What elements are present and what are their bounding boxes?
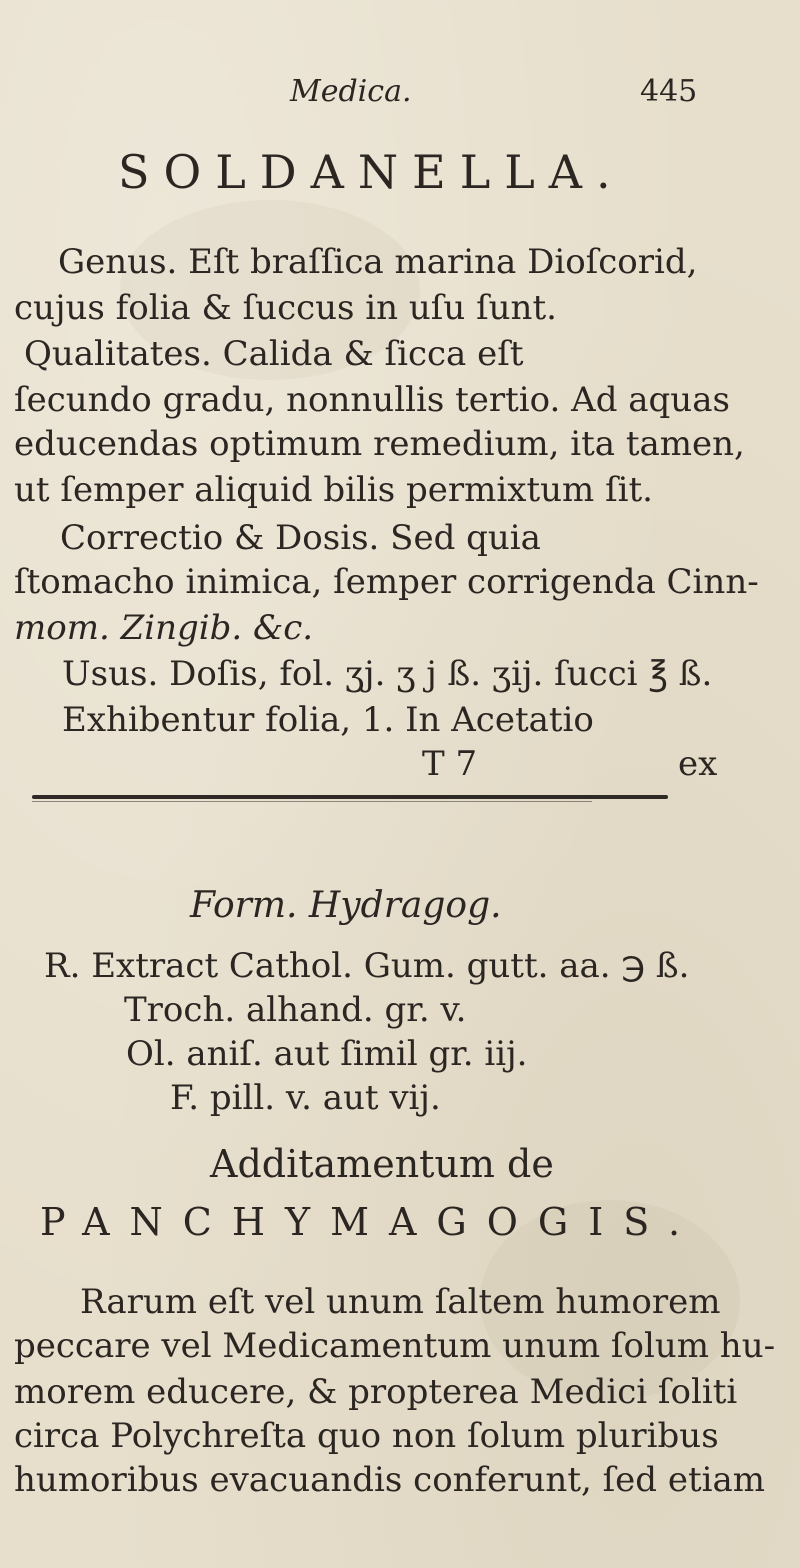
formula-line: F. pill. v. aut vij. (170, 1078, 441, 1118)
body-line: Correctio & Dosis. Sed quia (60, 518, 541, 558)
body-line: Usus. Doſis, fol. ʒj. ʒ j ß. ʒij. ſucci ℥ ß. (62, 654, 713, 694)
body-line: Exhibentur folia, 1. In Acetatio (62, 700, 594, 740)
body-line: ſecundo gradu, nonnullis tertio. Ad aquas (14, 380, 730, 420)
section-heading-caps: PANCHYMAGOGIS. (40, 1200, 701, 1244)
body-line: Rarum eſt vel unum ſaltem humorem (80, 1282, 721, 1322)
body-line: educendas optimum remedium, ita tamen, (14, 424, 745, 464)
body-line: peccare vel Medicamentum unum ſolum hu- (14, 1326, 776, 1366)
catchword: ex (678, 744, 718, 784)
page-number: 445 (640, 74, 698, 109)
signature-mark: T 7 (422, 744, 478, 784)
body-line: ut ſemper aliquid bilis permixtum ſit. (14, 470, 653, 510)
body-line: circa Polychreſta quo non ſolum pluribus (14, 1416, 719, 1456)
body-line: Qualitates. Calida & ſicca eſt (24, 334, 524, 374)
formula-line: Troch. alhand. gr. v. (124, 990, 467, 1030)
formula-line: R. Extract Cathol. Gum. gutt. aa. ℈ ß. (44, 946, 690, 986)
body-line: humoribus evacuandis conferunt, ſed etiam (14, 1460, 766, 1500)
page-divider-shadow (32, 801, 592, 802)
section-heading: Additamentum de (210, 1142, 554, 1186)
body-line: cujus folia & ſuccus in uſu ſunt. (14, 288, 557, 328)
page-divider (32, 795, 668, 799)
body-line: morem educere, & propterea Medici ſoliti (14, 1372, 738, 1412)
entry-title: SOLDANELLA. (118, 145, 625, 199)
body-line: mom. Zingib. &c. (14, 608, 314, 648)
formula-line: Ol. aniſ. aut ſimil gr. iij. (126, 1034, 528, 1074)
body-line: Genus. Eſt braſſica marina Dioſcorid, (58, 242, 698, 282)
body-line: ſtomacho inimica, ſemper corrigenda Cinn- (14, 562, 759, 602)
running-head: Medica. (290, 74, 412, 109)
formula-title: Form. Hydragog. (190, 885, 502, 926)
